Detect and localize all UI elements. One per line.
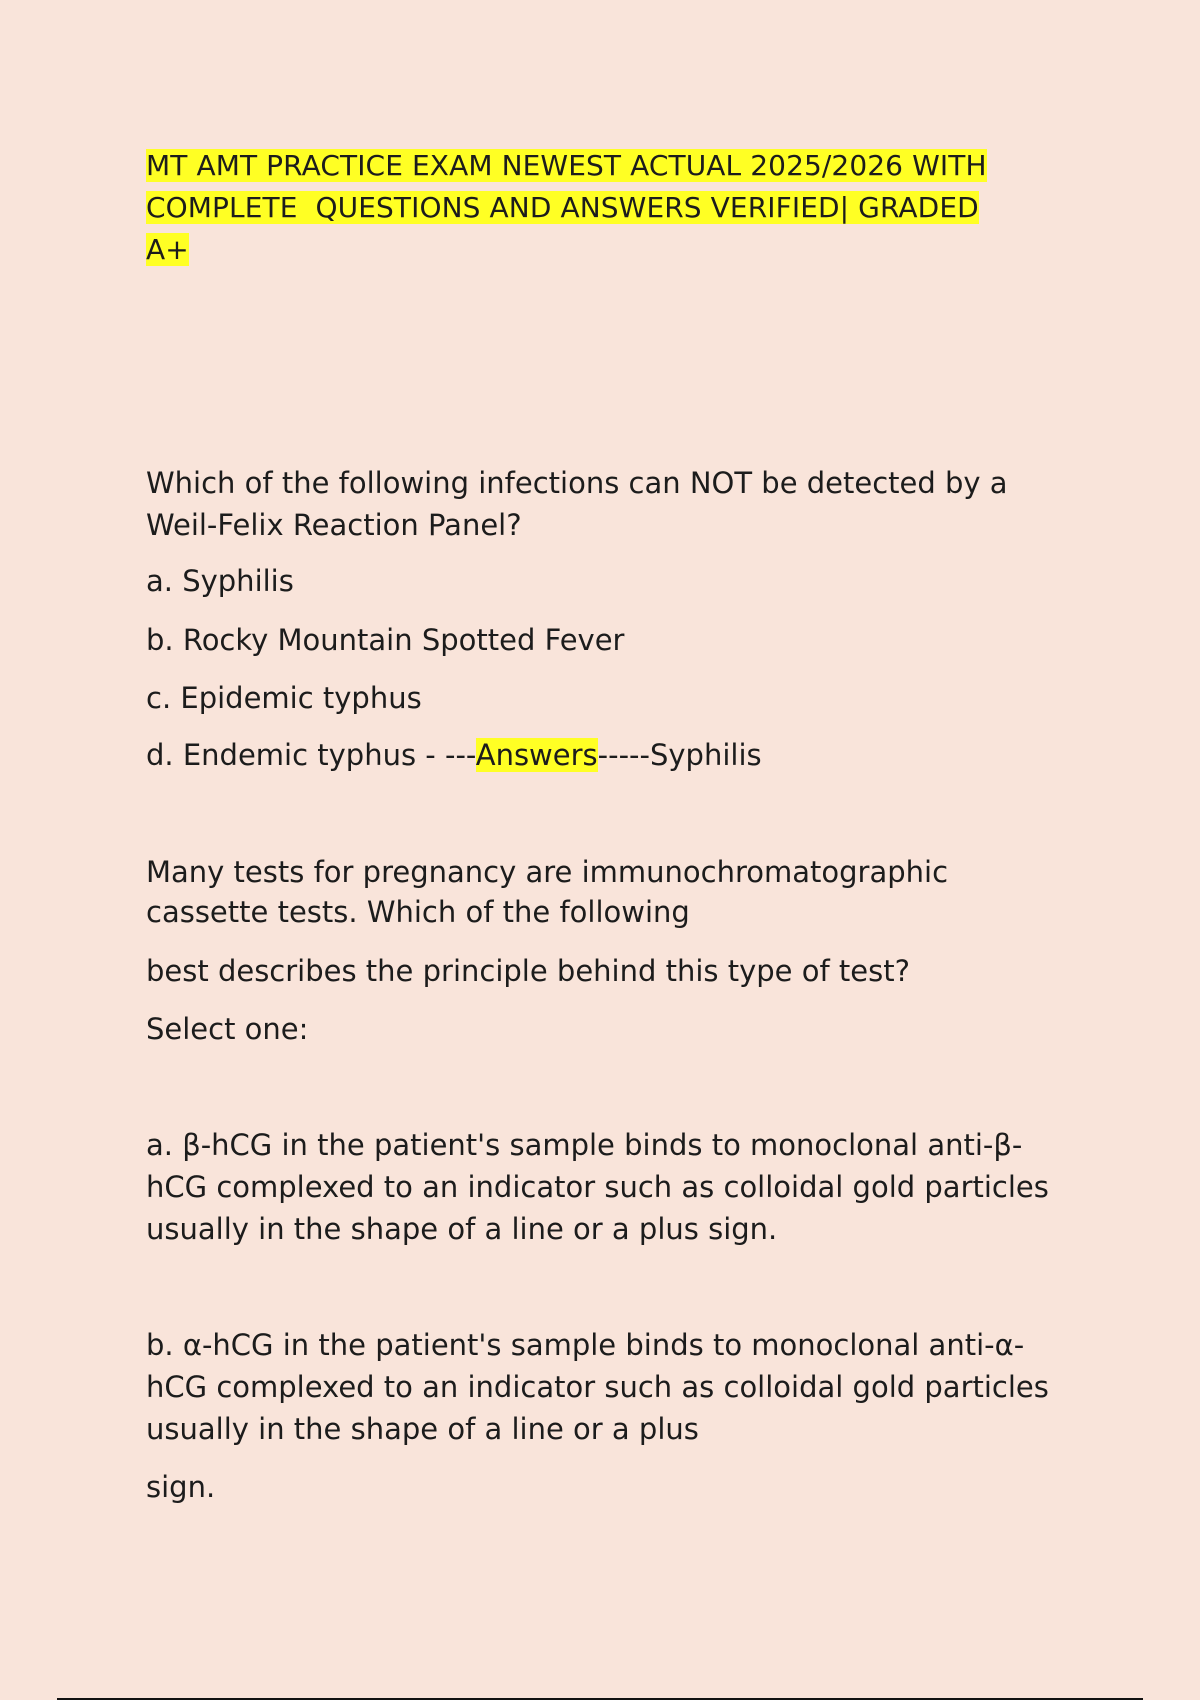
- q2-option-a-line-2: hCG complexed to an indicator such as colloidal gold particles: [146, 1170, 1049, 1204]
- document-title: [146, 145, 1046, 271]
- q1-answer-text: -----Syphilis: [597, 738, 762, 772]
- q2-select-one: Select one:: [146, 1012, 309, 1046]
- q1-option-a: a. Syphilis: [146, 564, 294, 598]
- q2-option-a-line-1: a. β-hCG in the patient's sample binds to monoclonal anti-β-: [146, 1128, 1023, 1162]
- title-line-3: A+: [146, 233, 189, 266]
- q1-prompt-line-1: Which of the following infections can NOT be detected by a: [146, 466, 1008, 500]
- title-line-1: MT AMT PRACTICE EXAM NEWEST ACTUAL 2025/2026 WITH: [146, 149, 987, 182]
- q2-option-b-line-2: hCG complexed to an indicator such as colloidal gold particles: [146, 1370, 1049, 1404]
- q2-option-b-line-4: sign.: [146, 1470, 216, 1504]
- q2-prompt-line-2: cassette tests. Which of the following: [146, 895, 690, 929]
- q2-prompt-line-1: Many tests for pregnancy are immunochromatographic: [146, 855, 949, 889]
- q2-option-b-line-1: b. α-hCG in the patient's sample binds to monoclonal anti-α-: [146, 1328, 1025, 1362]
- q2-option-a-line-3: usually in the shape of a line or a plus sign.: [146, 1212, 778, 1246]
- q1-option-d-prefix: d. Endemic typhus - ---: [146, 738, 476, 772]
- q1-option-c: c. Epidemic typhus: [146, 681, 422, 715]
- q1-option-b: b. Rocky Mountain Spotted Fever: [146, 623, 625, 657]
- title-line-2: COMPLETE QUESTIONS AND ANSWERS VERIFIED| GRADED: [146, 191, 979, 224]
- q2-prompt-line-3: best describes the principle behind this type of test?: [146, 954, 910, 988]
- q2-option-b-line-3: usually in the shape of a line or a plus: [146, 1412, 699, 1446]
- q1-option-d: [146, 734, 762, 776]
- q1-prompt-line-2: Weil-Felix Reaction Panel?: [146, 508, 522, 542]
- answer-label: Answers: [475, 738, 598, 772]
